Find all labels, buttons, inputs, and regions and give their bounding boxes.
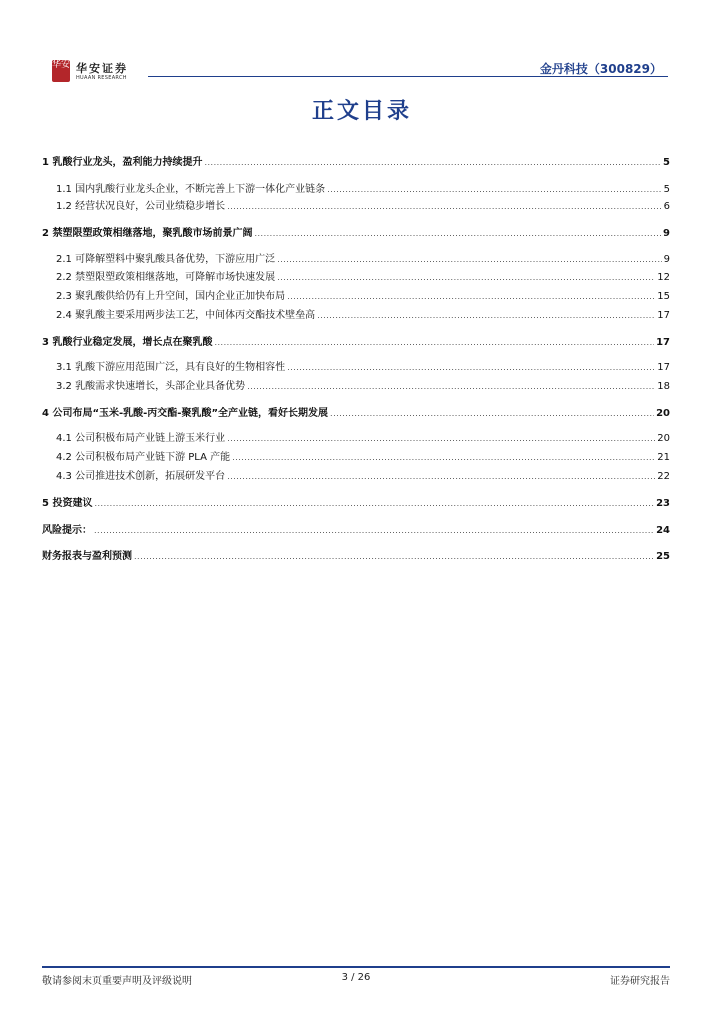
toc-entry-page: 17 [657,310,670,321]
toc-entry-page: 20 [657,433,670,444]
toc-entry-title: 1.2 经营状况良好，公司业绩稳步增长 [56,201,226,212]
toc-leader-dots [214,336,654,350]
toc-entry-title: 4.2 公司积极布局产业链下游 PLA 产能 [56,452,231,463]
toc-entry-page: 9 [663,228,670,239]
toc-section-entry[interactable] [42,336,670,350]
toc-subsection-entry[interactable] [56,380,670,394]
toc-entry-page: 17 [657,362,670,373]
toc-leader-dots [204,156,661,170]
toc-subsection-entry[interactable] [56,253,670,267]
toc-leader-dots [317,309,655,323]
toc-entry-title: 3 乳酸行业稳定发展，增长点在聚乳酸 [42,337,213,348]
toc-entry-title: 3.1 乳酸下游应用范围广泛，具有良好的生物相容性 [56,362,286,373]
toc-entry-page: 5 [663,157,670,168]
toc-leader-dots [232,451,655,465]
toc-entry-page: 15 [657,291,670,302]
toc-entry-title: 2 禁塑限塑政策相继落地，聚乳酸市场前景广阔 [42,228,253,239]
toc-subsection-entry[interactable] [56,290,670,304]
toc-section-entry[interactable] [42,407,670,421]
toc-leader-dots [227,200,662,214]
toc-entry-title: 财务报表与盈利预测 [42,551,132,562]
logo-text-cn: 华安证券 [76,62,128,75]
toc-leader-dots [327,183,662,197]
toc-leader-dots [287,290,655,304]
toc-entry-title: 4.3 公司推进技术创新，拓展研发平台 [56,471,226,482]
huaan-logo [52,60,148,86]
report-type: 证券研究报告 [610,976,670,987]
toc-entry-page: 9 [663,254,670,265]
toc-subsection-entry[interactable] [56,361,670,375]
toc-entry-title: 3.2 乳酸需求快速增长，头部企业具备优势 [56,381,246,392]
disclaimer-note: 敬请参阅末页重要声明及评级说明 [42,976,192,987]
page-title: 正文目录 [311,99,412,124]
toc-section-entry[interactable] [42,550,670,564]
toc-entry-page: 12 [657,272,670,283]
toc-entry-title: 2.2 禁塑限塑政策相继落地，可降解市场快速发展 [56,272,276,283]
toc-subsection-entry[interactable] [56,200,670,214]
footer-divider [42,966,670,968]
toc-leader-dots [94,497,654,511]
toc-entry-title: 4.1 公司积极布局产业链上游玉米行业 [56,433,226,444]
toc-entry-page: 6 [663,201,670,212]
toc-subsection-entry[interactable] [56,451,670,465]
toc-entry-page: 21 [657,452,670,463]
toc-leader-dots [247,380,655,394]
toc-subsection-entry[interactable] [56,309,670,323]
toc-subsection-entry[interactable] [56,183,670,197]
toc-entry-title: 5 投资建议 [42,498,93,509]
toc-leader-dots [254,227,661,241]
toc-section-entry[interactable] [42,524,670,538]
toc-leader-dots [330,407,654,421]
toc-leader-dots [277,271,655,285]
toc-entry-page: 17 [656,337,670,348]
toc-leader-dots [277,253,662,267]
toc-entry-title: 2.4 聚乳酸主要采用两步法工艺，中间体丙交酯技术壁垒高 [56,310,316,321]
toc-leader-dots [134,550,654,564]
toc-entry-page: 20 [656,408,670,419]
toc-leader-dots [94,524,654,538]
toc-leader-dots [227,470,655,484]
toc-entry-page: 25 [656,551,670,562]
toc-entry-title: 1.1 国内乳酸行业龙头企业，不断完善上下游一体化产业链条 [56,184,326,195]
page-footer [42,972,670,986]
toc-leader-dots [287,361,655,375]
logo-text-en: HUAAN RESEARCH [76,75,127,81]
toc-subsection-entry[interactable] [56,470,670,484]
toc-leader-dots [227,432,655,446]
toc-entry-title: 1 乳酸行业龙头，盈利能力持续提升 [42,157,203,168]
page-header [52,58,668,88]
toc-section-entry[interactable] [42,227,670,241]
toc-entry-page: 23 [656,498,670,509]
toc-entry-title: 2.3 聚乳酸供给仍有上升空间，国内企业正加快布局 [56,291,286,302]
page-number: 3 / 26 [341,972,371,983]
toc-entry-page: 5 [663,184,670,195]
toc-entry-title: 2.1 可降解塑料中聚乳酸具备优势，下游应用广泛 [56,254,276,265]
toc-subsection-entry[interactable] [56,271,670,285]
toc-entry-page: 22 [657,471,670,482]
toc-subsection-entry[interactable] [56,432,670,446]
toc-entry-page: 18 [657,381,670,392]
toc-entry-page: 24 [656,525,670,536]
toc-entry-title: 4 公司布局“玉米-乳酸-丙交酯-聚乳酸”全产业链，看好长期发展 [42,408,329,419]
toc-section-entry[interactable] [42,497,670,511]
company-name: 金丹科技（300829） [539,62,662,76]
logo-seal-icon: 华安 [52,60,70,82]
toc-entry-title: 风险提示： [42,525,92,536]
toc-section-entry[interactable] [42,156,670,170]
